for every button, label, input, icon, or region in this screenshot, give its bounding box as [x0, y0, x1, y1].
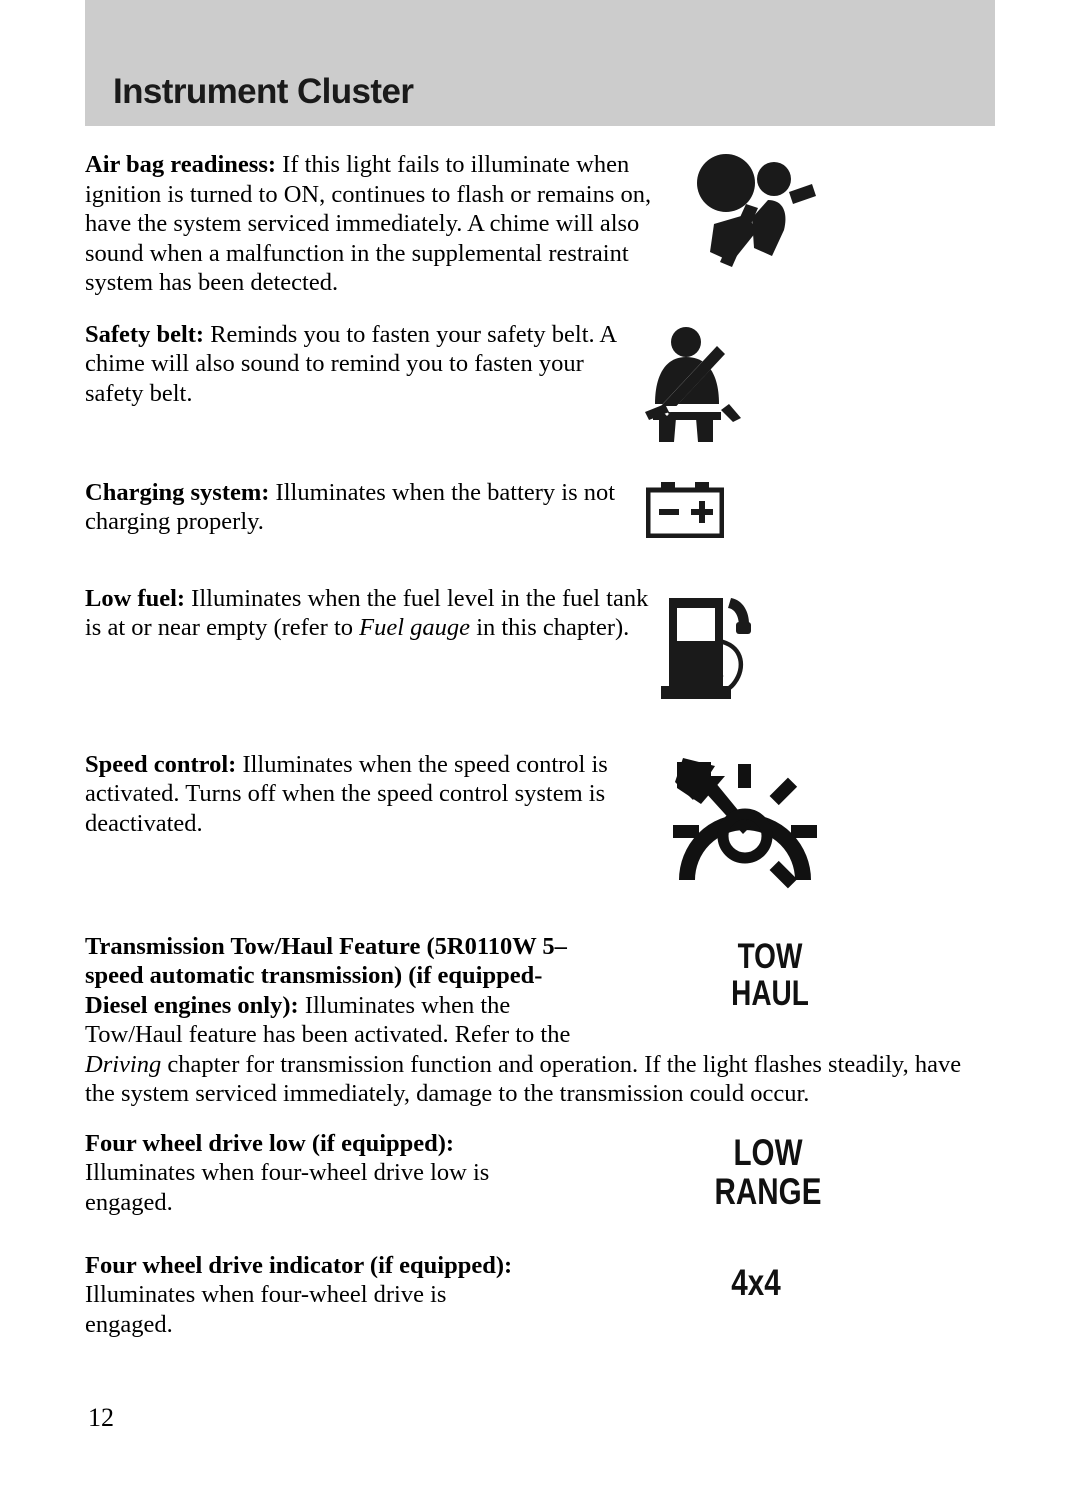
entry-body: Illuminates when the speed control is activated. Turns off when the speed control system is deactivated.: [85, 750, 608, 837]
air-bag-icon: [688, 152, 898, 277]
entry-lead: Transmission Tow/Haul Feature (5R0110W 5–speed automatic transmission) (if equipped-Diesel engines only):: [85, 932, 567, 1019]
entry-body: Illuminates when the Tow/Haul feature has been activated. Refer to the: [85, 991, 571, 1048]
entry-lead: Four wheel drive indicator (if equipped):: [85, 1251, 513, 1279]
tow-haul-line-1: TOW: [737, 936, 803, 976]
entry-lead: Safety belt:: [85, 320, 205, 348]
entry-lead: Four wheel drive low (if equipped):: [85, 1129, 455, 1157]
entry-body: Illuminates when four-wheel drive is engaged.: [85, 1281, 447, 1338]
entry-body: Illuminates when four-wheel drive low is engaged.: [85, 1159, 490, 1216]
entry-four-wheel-drive-indicator: [85, 1251, 980, 1351]
entry-low-fuel: [85, 584, 980, 719]
safety-belt-icon: [643, 326, 908, 448]
entry-body: Illuminates when the battery is not charging properly.: [85, 478, 616, 535]
four-by-four-label: [528, 1263, 958, 1358]
low-range-line-2: RANGE: [714, 1171, 822, 1213]
entry-air-bag-readiness: [85, 150, 980, 298]
battery-icon: [646, 482, 898, 552]
four-by-four-line-1: 4x4: [731, 1261, 781, 1303]
entry-speed-control: [85, 750, 980, 900]
entry-body: Illuminates when the fuel level in the fuel tank is at or near empty (refer to: [85, 584, 649, 641]
entry-charging-system: [85, 478, 980, 550]
entry-lead: Charging system:: [85, 478, 270, 506]
entry-body: Reminds you to fasten your safety belt. A chime will also sound to remind you to fasten your safety belt.: [85, 320, 616, 407]
tow-haul-label: [580, 938, 940, 1048]
entry-body-2: chapter for transmission function and operation. If the light flashes steadily, have the system serviced immediately, damage to the transmission could occur.: [85, 1050, 962, 1107]
page-title: Instrument Cluster: [113, 72, 414, 111]
entry-italic-ref: Driving: [85, 1050, 162, 1078]
low-range-line-1: LOW: [733, 1131, 803, 1173]
tow-haul-line-2: HAUL: [731, 973, 809, 1013]
entry-four-wheel-drive-low: [85, 1129, 980, 1229]
entry-lead: Speed control:: [85, 750, 237, 778]
content-column: [85, 150, 980, 1358]
speedometer-icon: [665, 752, 925, 900]
entry-italic-ref: Fuel gauge: [359, 614, 471, 641]
page-number: 12: [88, 1403, 114, 1432]
entry-body: If this light fails to illuminate when ignition is turned to ON, continues to flash or remains on, have the system serviced immediately. A chime will also sound when a malfunction in the supplemental restraint system has been detected.: [85, 151, 652, 296]
fuel-pump-icon: [657, 590, 912, 720]
entry-transmission-tow-haul: [85, 932, 980, 1109]
entry-lead: Low fuel:: [85, 584, 186, 612]
low-range-label: [528, 1133, 958, 1228]
entry-lead: Air bag readiness:: [85, 151, 277, 178]
entry-body-2: in this chapter).: [470, 614, 630, 641]
entry-safety-belt: [85, 320, 980, 445]
